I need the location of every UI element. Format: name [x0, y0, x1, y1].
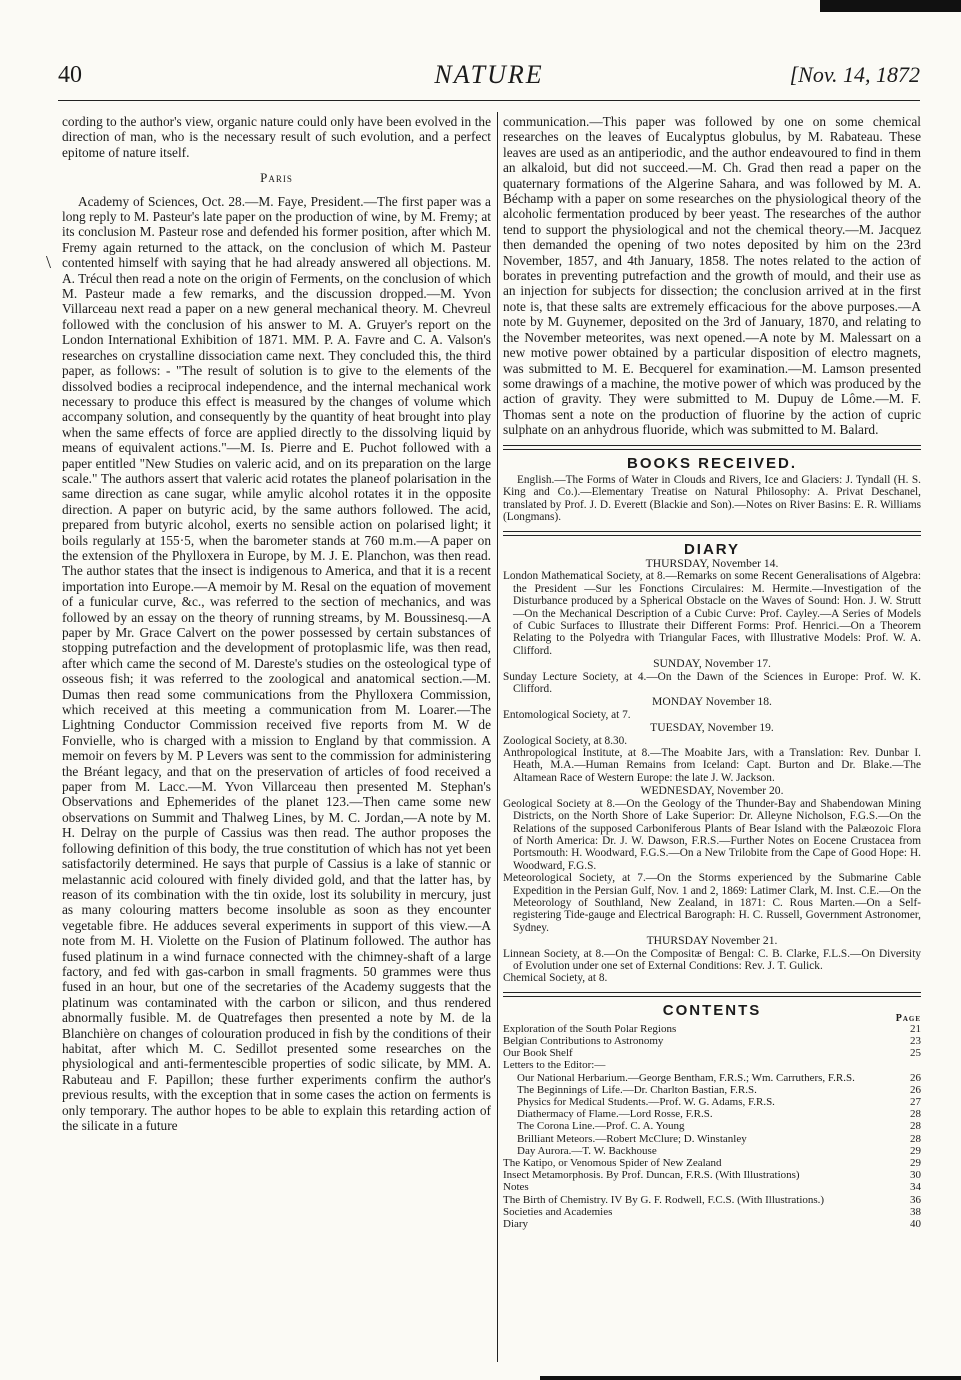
books-received-heading: BOOKS RECEIVED. [626, 454, 798, 472]
diary-entry: Geological Society at 8.—On the Geology of the Thunder-Bay and Shabendowan Mining Districts, on the North Shore of Lake Superior: Dr. Alleyne Nicholson, F.G.S.—On the Relations of the supposed Carboniferous Plants of Bear Island with the Palæozoic Flora of North America: Dr. J. W. Dawson, F.R.S.—Further Notes on Eocene Crustacea from Portsmouth: H. Woodward, F.G.S.—On a New Trilobite from the Cape of Good Hope: H. Woodward, F.G.S. [503, 797, 921, 872]
contents-page: 26 [910, 1083, 921, 1096]
contents-page-label: Page [895, 1012, 921, 1024]
contents-heading: CONTENTS [662, 1001, 762, 1019]
contents-row [503, 1096, 921, 1108]
page-number: 40 [58, 62, 82, 88]
section-rule [503, 992, 921, 997]
column-divider [497, 112, 498, 1362]
contents-row [503, 1023, 921, 1035]
contents-page: 26 [910, 1071, 921, 1084]
contents-page: 25 [910, 1047, 921, 1060]
contents-title: Brilliant Meteors.—Robert McClure; D. Winstanley [517, 1132, 747, 1145]
contents-page: 21 [910, 1022, 921, 1035]
contents-title: Day Aurora.—T. W. Backhouse [517, 1144, 657, 1157]
contents-title: Belgian Contributions to Astronomy [503, 1034, 664, 1047]
contents-row [503, 1120, 921, 1132]
section-rule [503, 531, 921, 536]
diary-entry: Chemical Society, at 8. [503, 972, 608, 985]
diary-day-heading: SUNDAY, November 17. [653, 657, 771, 671]
contents-page: 23 [910, 1034, 921, 1047]
contents-title: Diathermacy of Flame.—Lord Rosse, F.R.S. [517, 1108, 713, 1121]
page-header [58, 60, 920, 100]
diary-day-heading: THURSDAY November 21. [646, 934, 778, 948]
contents-title: Letters to the Editor:— [503, 1059, 606, 1072]
contents-row [503, 1108, 921, 1120]
contents-row [503, 1059, 921, 1071]
contents-title: Diary [503, 1218, 529, 1231]
contents-row [503, 1133, 921, 1145]
contents-row [503, 1035, 921, 1047]
contents-page: 30 [910, 1169, 921, 1182]
contents-title: Exploration of the South Polar Regions [503, 1022, 677, 1035]
contents-table [503, 1023, 921, 1230]
contents-page: 28 [910, 1120, 921, 1133]
contents-row [503, 1206, 921, 1218]
contents-page [903, 1059, 921, 1071]
contents-row [503, 1145, 921, 1157]
diary-day-heading: TUESDAY, November 19. [650, 721, 774, 735]
contents-page: 29 [910, 1144, 921, 1157]
header-rule [58, 100, 920, 101]
diary-entry: Sunday Lecture Society, at 4.—On the Dawn of the Sciences in Europe: Prof. W. K. Clifford. [503, 670, 921, 696]
contents-title: Societies and Academies [503, 1205, 613, 1218]
margin-annotation-icon: \ [46, 252, 52, 272]
books-received-list: English.—The Forms of Water in Clouds and Rivers, Ice and Glaciers: J. Tyndall (H. S. King and Co.).—Elementary Treatise on Natural Philosophy: A. Privat Deschanel, translated by Prof. J. D. Everett (Blackie and Son).—Notes on River Basins: E. R. Williams (Longmans). [503, 473, 921, 524]
contents-page: 40 [910, 1218, 921, 1231]
contents-row [503, 1047, 921, 1059]
scan-edge-mark [540, 1376, 961, 1380]
academy-report-paragraph: Academy of Sciences, Oct. 28.—M. Faye, President.—The first paper was a long reply to M. Pasteur's late paper on the production of wine, by M. Fremy; at its conclusion M. Pasteur rose and defended his former position, after which M. Fremy again returned to the attack, on the conclusion of which M. Pasteur contented himself with saying that he had already answered all objections. M. A. Trécul then read a note on the origin of Ferments, on the conclusion of which M. Pasteur made a few remarks, and the discussion dropped.—M. Yvon Villarceau next read a paper on a new general mechanical theory. M. Chevreul followed with the conclusion of his answer to M. A. Gruyer's report on the London International Exhibition of 1871. MM. P. A. Favre and C. A. Valson's researches on crystalline dissociation came next. They concluded this, the third paper, as follows: - "The result of solution is to give to the elements of the dissolved bodies a reciprocal independence, and the internal mechanical work necessary to produce this effect is measured by the changes of volume which accompany solution, and consequently by the quantity of heat brought into play when the same effects of force are applied directly to the dissolving liquid by means of equivalent actions."—M. Is. Pierre and E. Puchot followed with a paper entitled "New Studies on valeric acid, and on its preparation on the large scale." The authors assert that valeric acid rotates the planeof polarisation in the same direction as cane sugar, while amylic alcohol rotates it in the opposite direction. A paper on butyric acid, by the same authors followed. The acid, prepared from butyric alcohol, exerts no sensible action on polarised light; it boils regularly at 155·5, when the barometer stands at 760 m.m.—A paper on the extension of the Phylloxera in Europe, by M. J. E. Planchon, was then read. The author states that the insect is indigenous to America, and that it is a recent importation into Europe.—A memoir by M. Resal on the equation of movement of a funicular curve, &c., was referred to the section of mechanics, and was followed by an essay on the theory of running streams, by M. Boussinesq.—A paper by Mr. Grace Calvert on the power possessed by certain substances of stopping putrefaction and the development of protoplasmic life, was then read, after which came the second of M. Dareste's studies on the osteological type of osseous fish; it was referred to the zoological and anatomical section.—M. Dumas then read some communications from the Phylloxera Commission, which received at this meeting a communication from M. Loarer.—The Lightning Conductor Commission received five reports from M. W de Fonvielle, who is charged with a mission to England by that commission. A memoir on fevers by M. P Levers was sent to the commission for administering the Bréant legacy, and that on the preservation of articles of food received a paper from M. Lacc.—M. Yvon Villarceau then presented M. Stephan's Observations and Ephemerides of the planet 123.—Then came some new observations on Summit and Thalweg Lines, by M. C. Jordan,—A note by M. H. Delray on the purple of Cassius was then read. The author proposes the following definition of this body, the true constitution of which has not yet been satisfactorily determined. He says that purple of Cassius is a lake of stannic or melastannic acid coloured with finely divided gold, and that the latter has, by reason of its combination with the tin oxide, lost its solubility in mercury, just as many colouring matters become insoluble as soon as they encounter vegetable fibre. He adduces several experiments in support of this view.—A note from M. H. Violette on the Fusion of Platinum followed. The author has fused platinum in a wind furnace connected with the chimney-shaft of a large factory, and fed with gas-carbon in small fragments. 50 grammes were thus fused in an hour, but one of the secretaries of the Academy suggests that the platinum was contaminated with the carbon or silicon, and thus rendered abnormally fusible. M. de Quatrefages then presented a note by M. de la Blanchière on changes of colouration produced in fish by the conditions of their habitat, after which M. C. Sedillot presented some researches on the physiological and anti-fermentescible properties of sodic silicate, by MM. A. Rabuteau and F. Papillon; these further experiments confirm the author's previous results, with the exception that in some cases the action on ferments is only temporary. The author hopes to be able to explain this retarding action of the silicate in a future [62, 193, 491, 1133]
diary-day-heading: MONDAY November 18. [652, 695, 772, 709]
contents-title: Our Book Shelf [503, 1047, 573, 1060]
academy-report-continued: communication.—This paper was followed by one on some chemical researches on the leaves of Eucalyptus globulus, by M. Rabateau. These leaves are used as an antiperiodic, and the author endeavoured to find in them an alkaloid, but did not succeed.—M. Ch. Grad then read a paper on the quaternary formations of the Algerine Sahara, and was followed by M. A. Béchamp with a paper on some researches on the physiological theory of the alcoholic fermentation produced by beer yeast. The researches of the author tend to support the physiological and not the chemical theory.—M. Jacquez then demanded the opening of two notes deposited by him on the 23rd November, 1857, and 4th January, 1858. The notes related to the action of borates in preventing putrefaction and the growth of mould, and their use as an injection for subjects for dissection; the conclusion arrived at in the first note is, that these salts are extremely efficacious for the above purposes.—A note by M. Guynemer, deposited on the 3rd of January, 1870, and relating to the November meteorites, was next opened.—A note by M. Malessart on a new motive power obtained by a particular disposition of electro magnets, was submitted to M. E. Becquerel for examination.—M. Lamson presented some drawings of a machine, the motive power of which was produced by the action of gravity. They were submitted to M. Dupuy de Lôme.—M. F. Thomas sent a note on the production of fluorine by the action of cupric sulphate on an anhydrous fluoride, which was submitted to M. Balard. [503, 114, 921, 438]
contents-row [503, 1181, 921, 1193]
contents-title: The Katipo, or Venomous Spider of New Zealand [503, 1157, 722, 1170]
diary-entry: Meteorological Society, at 7.—On the Storms experienced by the Submarine Cable Expedition in the Persian Gulf, Nov. 1 and 2, 1869: Latimer Clark, M. Inst. C.E.—On the Meteorology of Southland, New Zealand, in 1871: C. Rous Marten.—On a Self-registering Tide-gauge and Electrical Barograph: H. C. Russell, Government Astronomer, Sydney. [503, 872, 921, 934]
right-column [503, 114, 921, 1230]
contents-title: Physics for Medical Students.—Prof. W. G. Adams, F.R.S. [517, 1096, 775, 1108]
contents-page: 28 [910, 1108, 921, 1121]
contents-title: The Birth of Chemistry. IV By G. F. Rodwell, F.C.S. (With Illustrations.) [503, 1193, 825, 1206]
contents-page: 38 [910, 1205, 921, 1218]
diary-day-heading: WEDNESDAY, November 20. [640, 784, 784, 798]
issue-date: [Nov. 14, 1872 [789, 62, 920, 87]
contents-row [503, 1084, 921, 1096]
contents-page: 36 [910, 1193, 921, 1206]
diary-heading: DIARY [683, 540, 741, 558]
section-rule [503, 445, 921, 450]
diary-entry: Anthropological Institute, at 8.—The Moabite Jars, with a Translation: Rev. Dunbar I. Heath, M.A.—Human Remains from Iceland: Capt. Burton and Dr. Blake.—The Altamean Race of Western Europe: the late J. W. Jackson. [503, 747, 921, 784]
contents-row [503, 1157, 921, 1169]
diary-entry: Zoological Society, at 8.30. [503, 734, 628, 747]
contents-row [503, 1072, 921, 1084]
section-heading-paris: Paris [260, 170, 293, 186]
contents-page: 34 [910, 1181, 921, 1194]
contents-row [503, 1218, 921, 1230]
diary-entry: Entomological Society, at 7. [503, 708, 631, 721]
contents-title: Notes [503, 1181, 529, 1194]
journal-title: NATURE [434, 60, 544, 89]
diary-list [503, 558, 921, 985]
diary-entry: Linnean Society, at 8.—On the Compositæ of Bengal: C. B. Clarke, F.L.S.—On Diversity of Evolution under one set of External Conditions: Rev. J. T. Gulick. [503, 947, 921, 972]
diary-entry: London Mathematical Society, at 8.—Remarks on some Recent Generalisations of Algebra: the President —Sur les Fonctions Circulaires: M. Hermite.—Investigation of the Disturbance produced by a Spherical Obstacle on the Waves of Sound: Hon. J. W. Strutt —On the Mechanical Description of a Cubic Curve: Prof. Cayley.—A Series of Models of Cubic Surfaces to Illustrate their Different Forms: Prof. Henrici.—On a Theorem Relating to the Polyedra with Triangular Faces, with Illustrative Models: Prof. W. A. Clifford. [503, 570, 921, 657]
contents-title: The Beginnings of Life.—Dr. Charlton Bastian, F.R.S. [517, 1083, 757, 1096]
contents-row [503, 1169, 921, 1181]
left-column [62, 114, 491, 1133]
contents-page: 28 [910, 1132, 921, 1145]
diary-day-heading: THURSDAY, November 14. [645, 556, 779, 570]
contents-row [503, 1194, 921, 1206]
contents-title: Our National Herbarium.—George Bentham, F.R.S.; Wm. Carruthers, F.R.S. [517, 1071, 855, 1084]
contents-page: 27 [910, 1096, 921, 1108]
scan-edge-mark [820, 0, 961, 12]
contents-page: 29 [910, 1157, 921, 1170]
intro-paragraph: cording to the author's view, organic nature could only have been evolved in the direction of man, who is the necessary result of such evolution, and a perfect epitome of nature itself. [62, 114, 491, 160]
contents-title: Insect Metamorphosis. By Prof. Duncan, F.R.S. (With Illustrations) [503, 1169, 800, 1182]
contents-title: The Corona Line.—Prof. C. A. Young [517, 1120, 685, 1133]
